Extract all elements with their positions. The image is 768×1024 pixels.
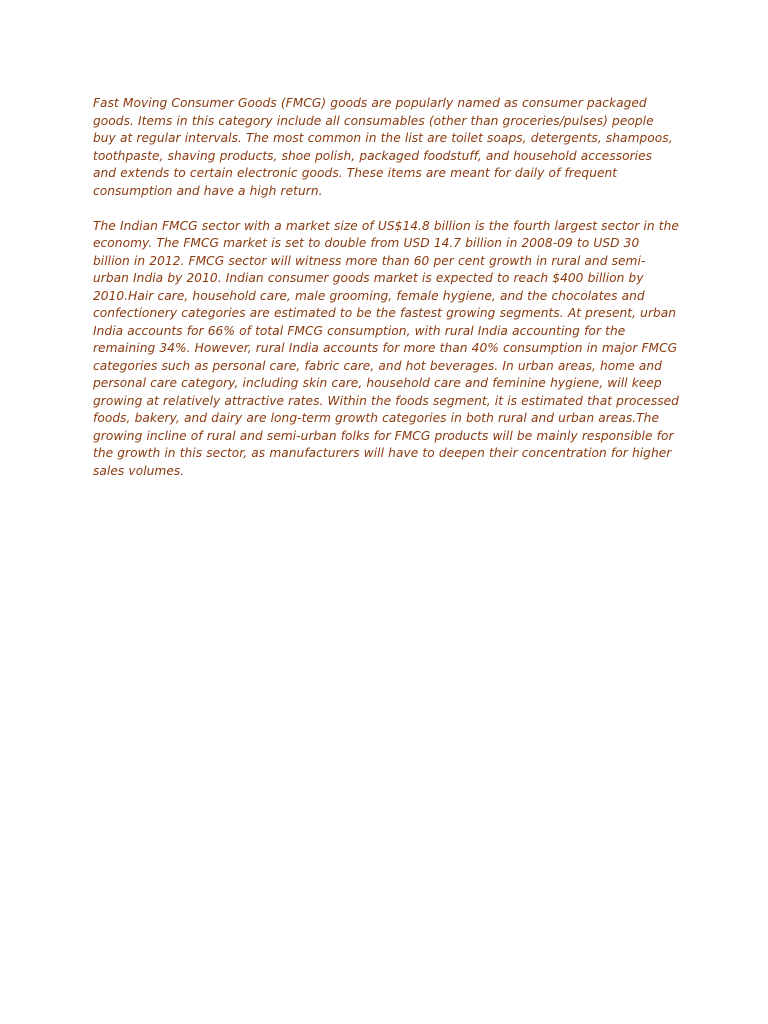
paragraph-indian-fmcg-sector: The Indian FMCG sector with a market size of US$14.8 billion is the fourth largest sector in the economy. The FMCG market is set to double from USD 14.7 billion in 2008-09 to USD 30 billion in 2012. FMCG sector will witness more than 60 per cent growth in rural and semi-urban India by 2010. Indian consumer goods market is expected to reach $400 billion by 2010.Hair care, household care, male grooming, female hygiene, and the chocolates and confectionery categories are estimated to be the fastest growing segments. At present, urban India accounts for 66% of total FMCG consumption, with rural India accounting for the remaining 34%. However, rural India accounts for more than 40% consumption in major FMCG categories such as personal care, fabric care, and hot beverages. In urban areas, home and personal care category, including skin care, household care and feminine hygiene, will keep growing at relatively attractive rates. Within the foods segment, it is estimated that processed foods, bakery, and dairy are long-term growth categories in both rural and urban areas.The growing incline of rural and semi-urban folks for FMCG products will be mainly responsible for the growth in this sector, as manufacturers will have to deepen their concentration for higher sales volumes. [93, 218, 679, 478]
paragraph-fmcg-definition: Fast Moving Consumer Goods (FMCG) goods are popularly named as consumer packaged goods. Items in this category include all consumables (other than groceries/pulses) people buy at regular intervals. The most common in the list are toilet soaps, detergents, shampoos, toothpaste, shaving products, shoe polish, packaged foodstuff, and household accessories and extends to certain electronic goods. These items are meant for daily of frequent consumption and have a high return. [93, 96, 673, 198]
document-body [93, 95, 679, 480]
